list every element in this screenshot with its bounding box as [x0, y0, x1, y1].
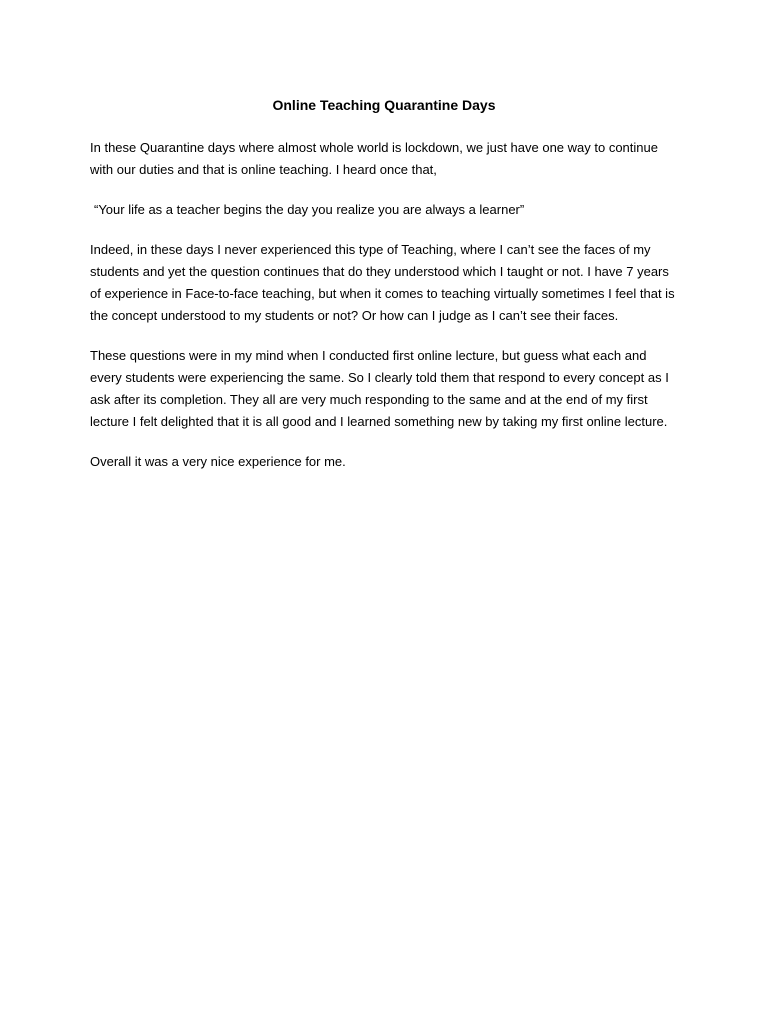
- paragraph-experience: Indeed, in these days I never experienced this type of Teaching, where I can’t see the faces of my students and yet the question continues that do they understood which I taught or not. I have 7 years of experience in Face-to-face teaching, but when it comes to teaching virtually sometimes I feel that is the concept understood to my students or not? Or how can I judge as I can’t see their faces.: [90, 242, 675, 323]
- document-body: [90, 137, 680, 491]
- paragraph-intro: In these Quarantine days where almost whole world is lockdown, we just have one way to continue with our duties and that is online teaching. I heard once that,: [90, 140, 658, 177]
- quote-paragraph: “Your life as a teacher begins the day you realize you are always a learner”: [94, 202, 525, 217]
- paragraph-conclusion: Overall it was a very nice experience for me.: [90, 454, 346, 469]
- paragraph-first-lecture: These questions were in my mind when I conducted first online lecture, but guess what each and every students were experiencing the same. So I clearly told them that respond to every concept as I ask after its completion. They all are very much responding to the same and at the end of my first lecture I felt delighted that it is all good and I learned something new by taking my first online lecture.: [90, 348, 669, 429]
- document-title: Online Teaching Quarantine Days: [272, 97, 496, 113]
